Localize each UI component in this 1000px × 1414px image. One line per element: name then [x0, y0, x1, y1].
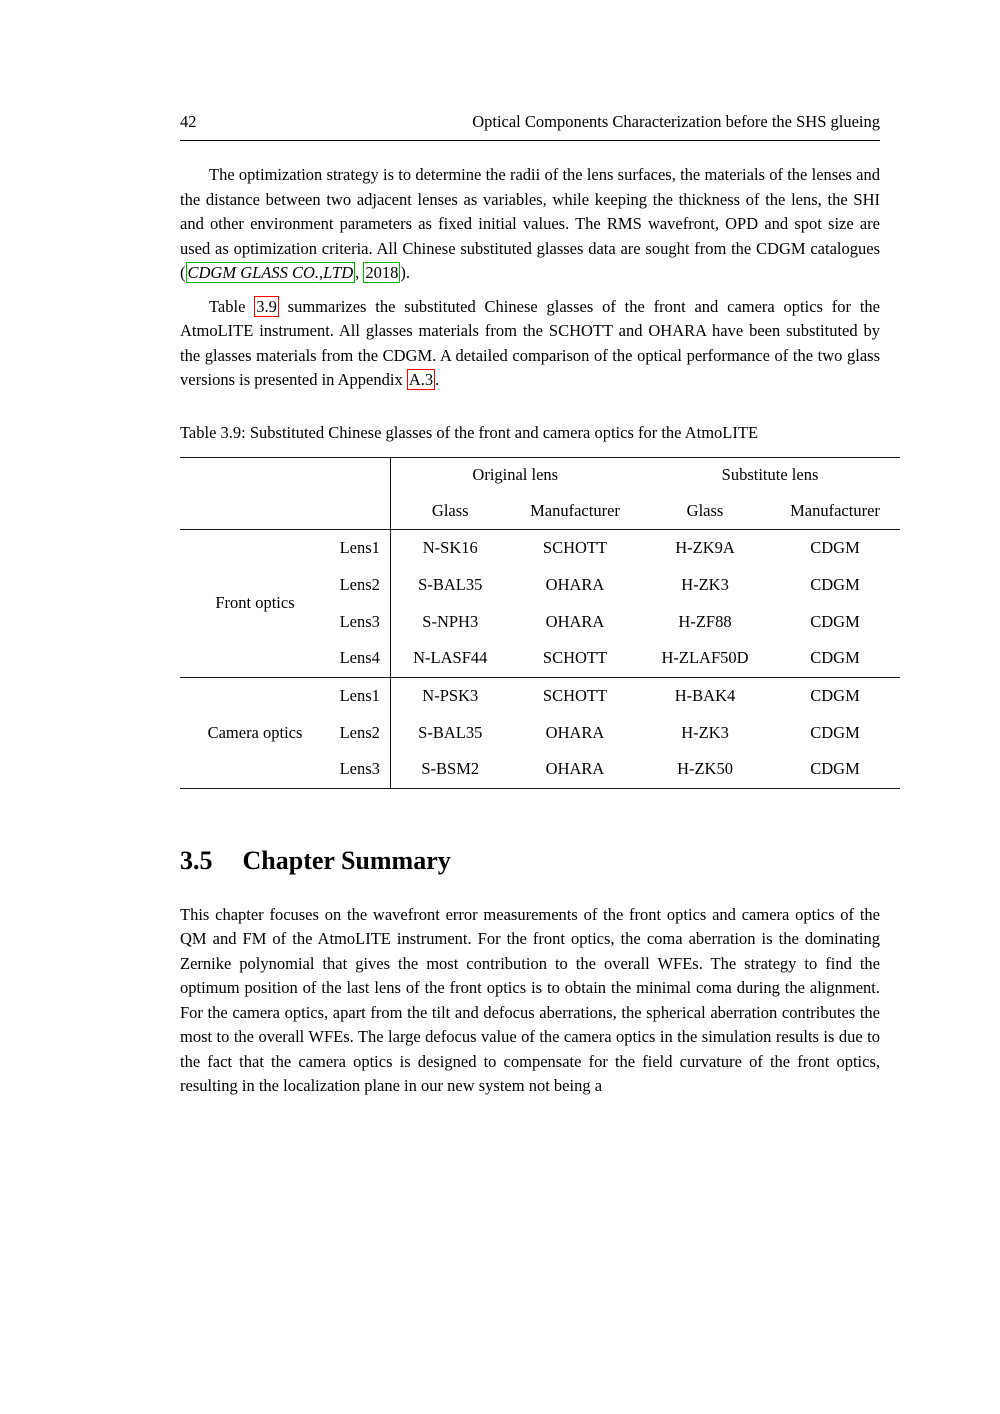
original-manufacturer-cell: OHARA	[545, 574, 605, 594]
column-header-manufacturer: Manufacturer	[510, 493, 640, 529]
table-header-spacer	[180, 457, 390, 493]
substitute-glass-cell: H-ZF88	[678, 611, 732, 631]
original-glass-cell: N-SK16	[390, 529, 510, 566]
lens-label: Lens2	[339, 722, 380, 742]
page-number: 42	[180, 112, 197, 131]
original-glass-cell: S-BAL35	[390, 714, 510, 751]
column-header-glass: Glass	[390, 493, 510, 529]
group-label-front-optics: Front optics	[180, 529, 330, 677]
lens-label: Lens3	[339, 611, 380, 631]
paragraph-text: The optimization strategy is to determine the radii of the lens surfaces, the materials of the lenses and the distance between two adjacent lenses as variables, while keeping the thickness of the lens, the SHI and other environment parameters as fixed initial values. The RMS wavefront, OPD and spot size are used as optimization criteria. All Chinese substituted glasses data are sought from the CDGM catalogues (	[180, 165, 880, 282]
glasses-table	[180, 457, 900, 789]
original-manufacturer-cell: SCHOTT	[542, 537, 608, 557]
document-page	[180, 0, 940, 1099]
original-manufacturer-cell: OHARA	[510, 751, 640, 788]
column-header-manufacturer: Manufacturer	[770, 493, 900, 529]
table-row	[180, 529, 900, 566]
original-manufacturer-cell: OHARA	[545, 722, 605, 742]
substitute-glass-cell: H-ZLAF50D	[640, 640, 770, 677]
appendix-ref-link[interactable]: A.3	[408, 370, 434, 389]
column-group-substitute-lens: Substitute lens	[640, 457, 900, 493]
substitute-manufacturer-cell: CDGM	[810, 685, 860, 705]
original-glass-cell: N-LASF44	[390, 640, 510, 677]
substitute-glass-cell: H-ZK50	[640, 751, 770, 788]
column-group-original-lens: Original lens	[390, 457, 640, 493]
lens-label: Lens3	[330, 751, 390, 788]
table-header-spacer	[180, 493, 390, 529]
citation-link-author[interactable]: CDGM GLASS CO.,LTD	[187, 263, 354, 282]
substitute-manufacturer-cell: CDGM	[810, 611, 860, 631]
substitute-glass-cell: H-ZK3	[681, 574, 729, 594]
paragraph-summary: This chapter focuses on the wavefront error measurements of the front optics and camera optics of the QM and FM of the AtmoLITE instrument. For the front optics, the coma aberration is the dominating Zernike polynomial that gives the most contribution to the overall WFEs. The strategy to find the optimum position of the last lens of the front optics is to obtain the minimal coma during the alignment. For the camera optics, apart from the tilt and defocus aberrations, the spherical aberration contributes the most to the overall WFEs. The large defocus value of the camera optics in the simulation results is due to the fact that the camera optics is designed to compensate for the field curvature of the front optics, resulting in the localization plane in our new system not being a	[180, 904, 880, 1096]
paragraph-text: summarizes the substituted Chinese glasses of the front and camera optics for the AtmoLITE instrument. All glasses materials from the SCHOTT and OHARA have been substituted by the glasses materials from the CDGM. A detailed comparison of the optical performance of the two glass versions is presented in Appendix	[180, 296, 880, 389]
table-header-columns-row	[180, 493, 900, 529]
substitute-manufacturer-cell: CDGM	[770, 751, 900, 788]
substitute-manufacturer-cell: CDGM	[770, 640, 900, 677]
substitute-glass-cell: H-BAK4	[674, 685, 736, 705]
section-title: Chapter Summary	[242, 845, 451, 875]
substitute-manufacturer-cell: CDGM	[810, 574, 860, 594]
substitute-glass-cell: H-ZK3	[681, 722, 729, 742]
lens-label: Lens2	[339, 574, 380, 594]
column-header-glass: Glass	[640, 493, 770, 529]
paragraph-text: ).	[400, 263, 410, 282]
lens-label: Lens4	[330, 640, 390, 677]
paragraph-text: Table	[209, 296, 255, 316]
original-glass-cell: S-BAL35	[390, 566, 510, 603]
running-title: Optical Components Characterization before the SHS glueing	[472, 112, 880, 131]
substitute-glass-cell: H-ZK9A	[675, 537, 735, 557]
table-caption: Table 3.9: Substituted Chinese glasses of the front and camera optics for the AtmoLITE	[180, 422, 759, 442]
substitute-manufacturer-cell: CDGM	[810, 722, 860, 742]
paragraph-text: .	[435, 370, 440, 389]
original-glass-cell: S-NPH3	[390, 603, 510, 640]
lens-label: Lens1	[339, 537, 380, 557]
paragraph-table-description	[180, 295, 880, 393]
paragraph-optimization	[180, 163, 880, 286]
original-manufacturer-cell: SCHOTT	[510, 640, 640, 677]
original-glass-cell: S-BSM2	[390, 751, 510, 788]
table-row	[180, 677, 900, 714]
group-label-camera-optics: Camera optics	[180, 677, 330, 788]
original-glass-cell: N-PSK3	[390, 677, 510, 714]
citation-link-year[interactable]: 2018	[365, 263, 399, 282]
original-manufacturer-cell: OHARA	[545, 611, 605, 631]
paragraph-text: ,	[355, 263, 364, 282]
original-manufacturer-cell: SCHOTT	[542, 685, 608, 705]
page-header	[180, 112, 880, 141]
section-heading	[180, 845, 880, 876]
section-number: 3.5	[180, 845, 213, 875]
lens-label: Lens1	[339, 685, 380, 705]
substitute-manufacturer-cell: CDGM	[810, 537, 860, 557]
table-ref-link[interactable]: 3.9	[256, 296, 277, 316]
table-header-group-row	[180, 457, 900, 493]
